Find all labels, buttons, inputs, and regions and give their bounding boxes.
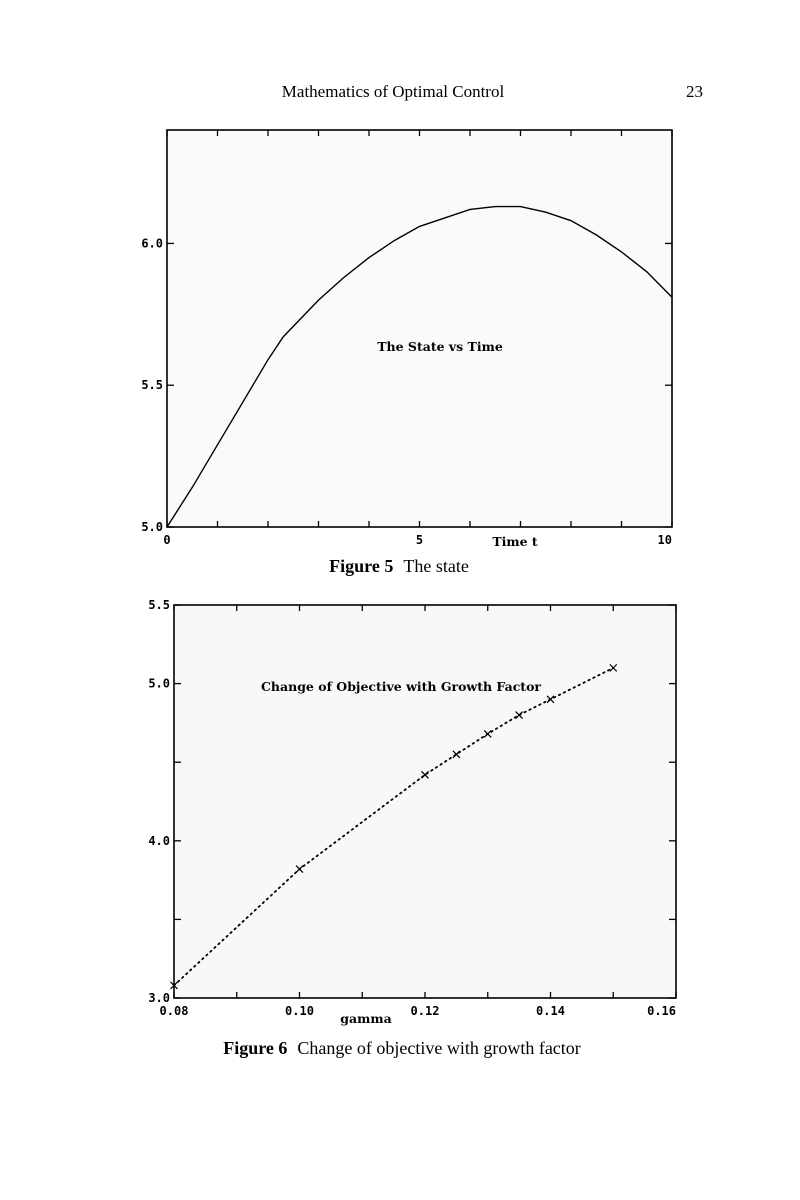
chart-2 [148, 598, 676, 1026]
y-tick-label: 5.5 [141, 378, 163, 393]
figure-6-caption [2, 1038, 800, 1059]
figure-5-caption-number: Figure 5 [329, 556, 394, 576]
x-tick-label: 0.14 [536, 1004, 565, 1018]
x-tick-label: 10 [657, 533, 672, 547]
chart-1 [141, 130, 672, 549]
page-number: 23 [686, 82, 703, 101]
chart-title: Change of Objective with Growth Factor [260, 679, 542, 694]
x-axis-label: Time t [492, 534, 538, 549]
x-tick-label: 0.08 [159, 1004, 189, 1018]
figure-5-caption-text: The state [403, 556, 469, 576]
plot-frame [167, 130, 672, 527]
y-tick-label: 5.5 [148, 598, 170, 612]
y-tick-label: 3.0 [148, 991, 170, 1005]
x-tick-label: 0.16 [647, 1004, 676, 1018]
figure-6-caption-text: Change of objective with growth factor [297, 1038, 581, 1058]
x-tick-label: 5 [415, 533, 424, 547]
figure-5-caption [0, 556, 799, 577]
y-tick-label: 6.0 [141, 236, 163, 251]
x-axis-label: gamma [340, 1011, 392, 1026]
figure-6-caption-number: Figure 6 [223, 1038, 288, 1058]
y-tick-label: 5.0 [141, 520, 163, 534]
chart-title: The State vs Time [377, 339, 503, 354]
y-tick-label: 5.0 [148, 676, 170, 691]
y-tick-label: 4.0 [148, 833, 170, 848]
x-tick-label: 0.10 [285, 1004, 314, 1018]
plot-frame [174, 605, 676, 998]
x-tick-label: 0 [163, 533, 171, 547]
running-title: Mathematics of Optimal Control [281, 82, 505, 101]
x-tick-label: 0.12 [410, 1004, 440, 1018]
